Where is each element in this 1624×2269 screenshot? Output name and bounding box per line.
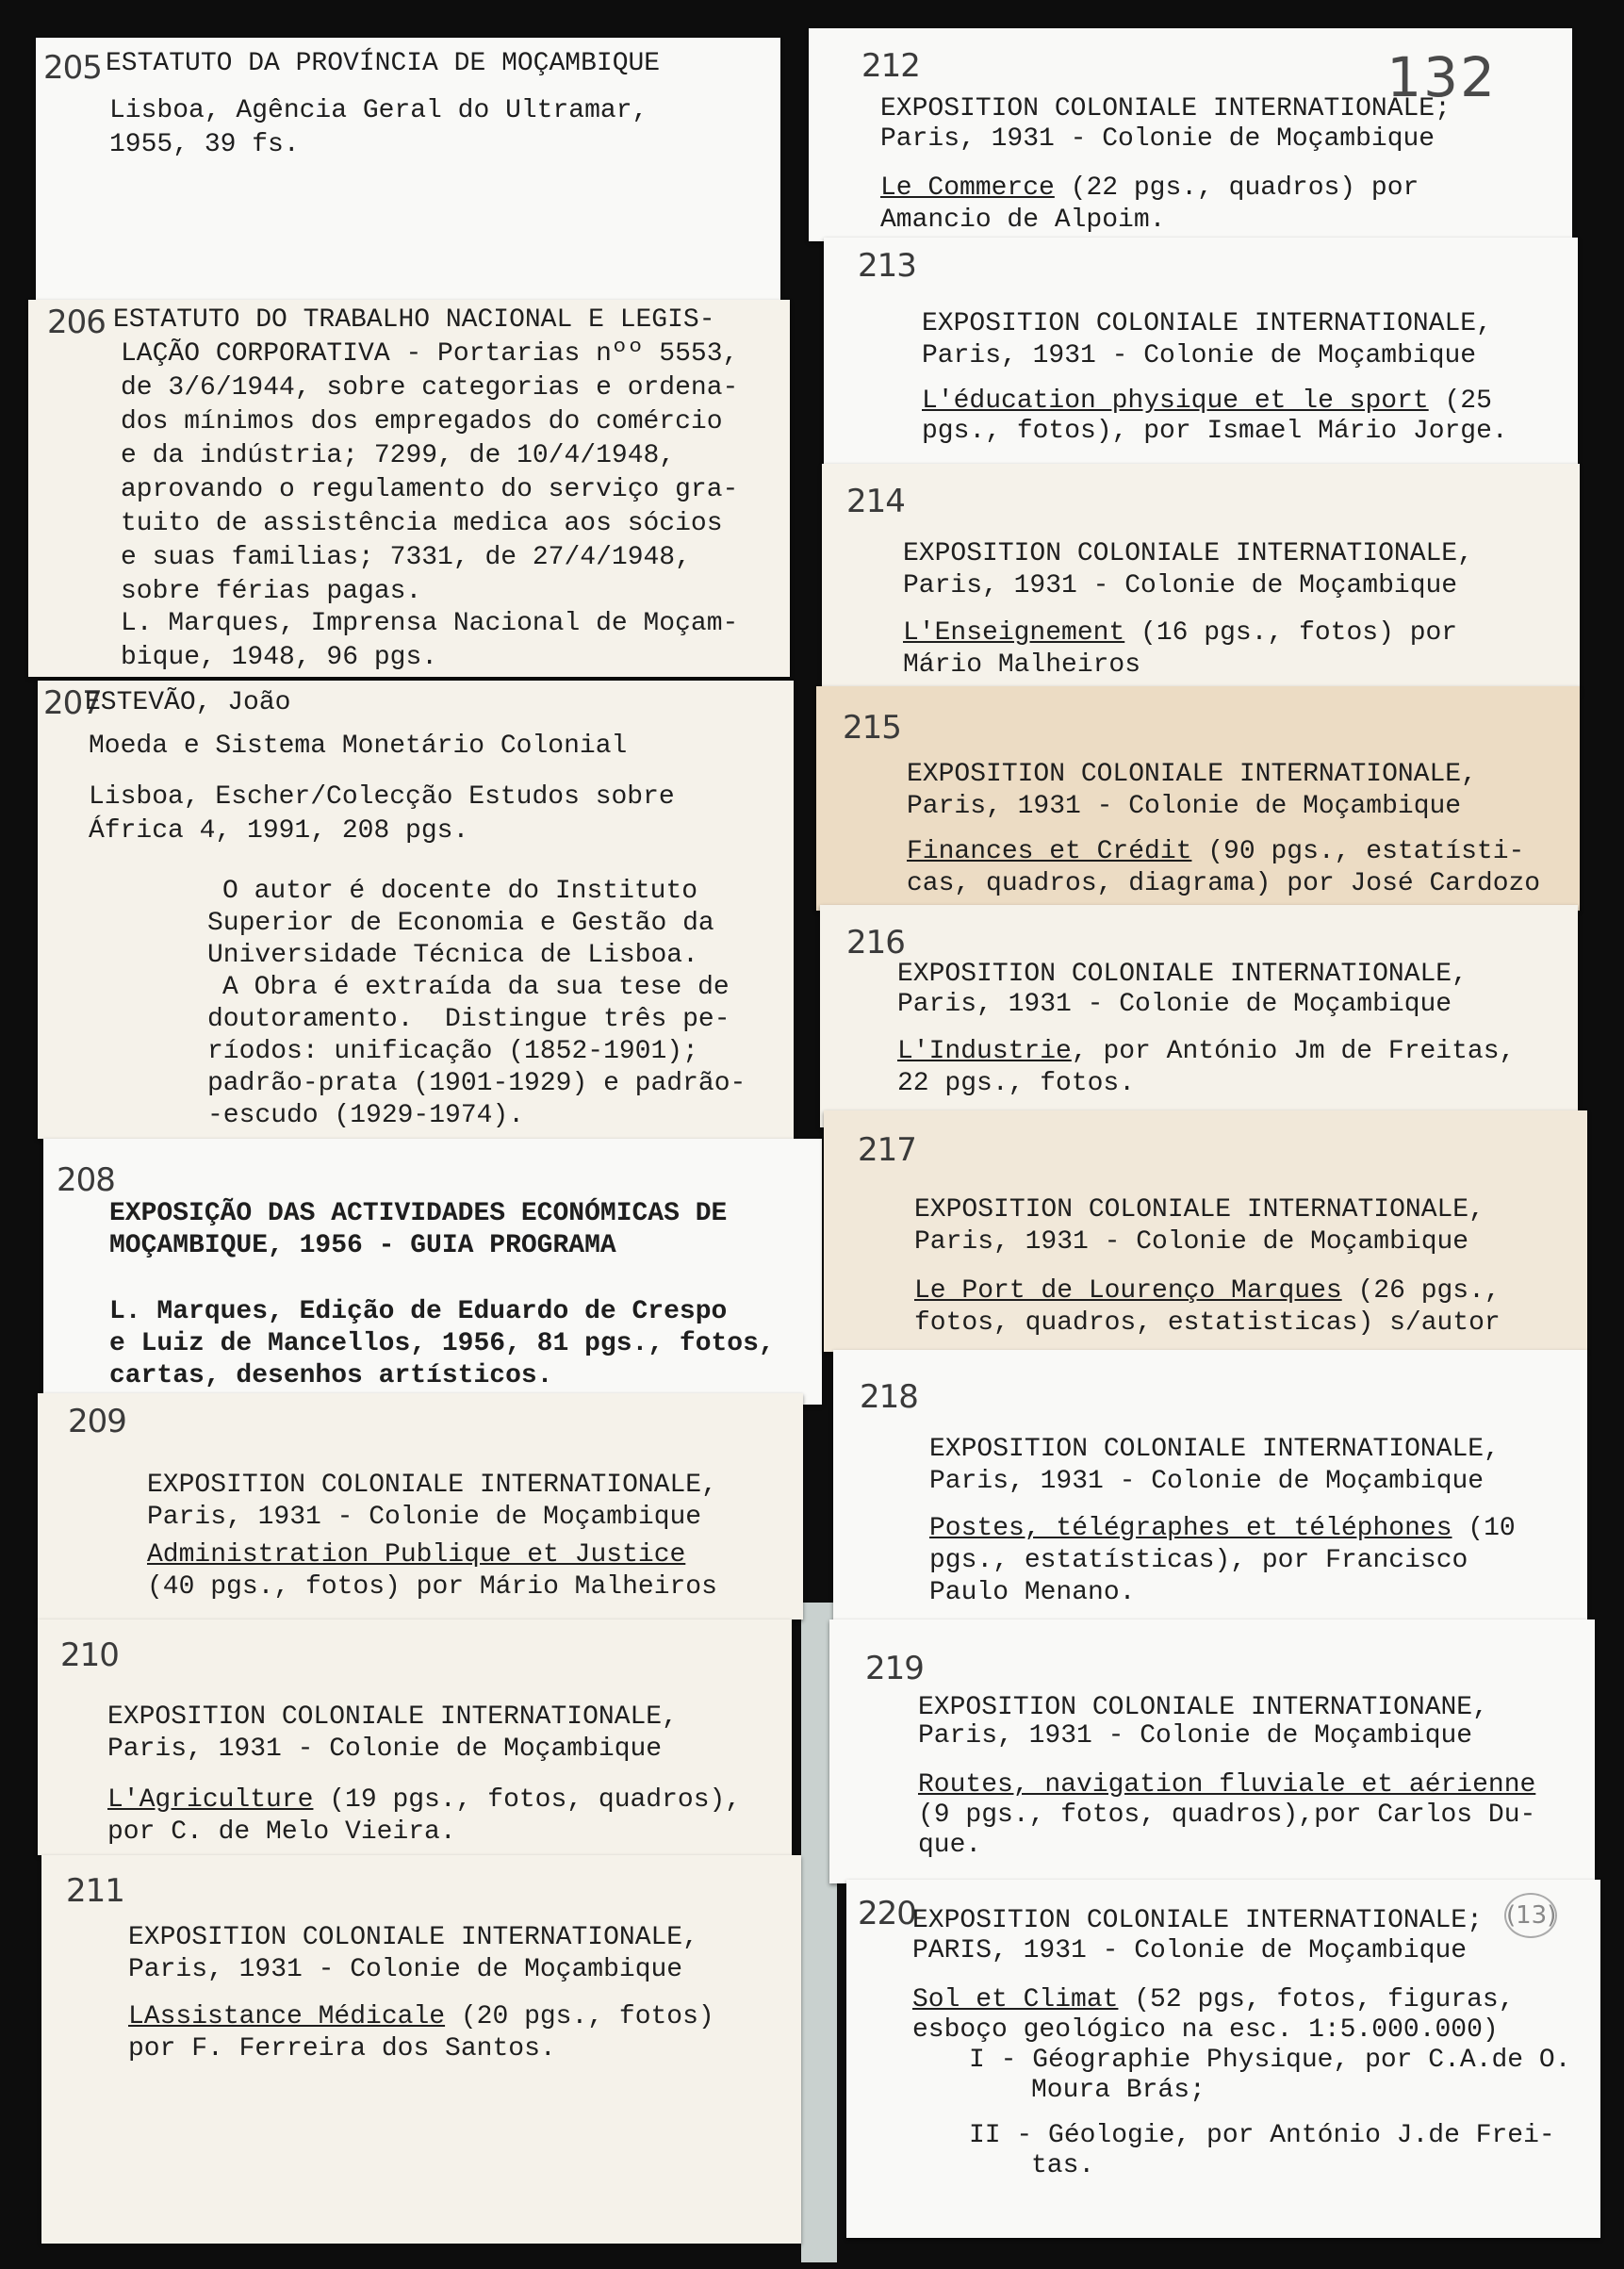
card-line: MOÇAMBIQUE, 1956 - GUIA PROGRAMA xyxy=(109,1231,616,1260)
card-subject: Finances et Crédit xyxy=(907,837,1192,866)
card-title: EXPOSITION COLONIALE INTERNATIONALE; xyxy=(912,1906,1483,1935)
card-number: 216 xyxy=(846,924,905,962)
card-line: 1955, 39 fs. xyxy=(109,130,300,159)
card-line: Paris, 1931 - Colonie de Moçambique xyxy=(897,990,1452,1019)
card-line: (19 pgs., fotos, quadros), xyxy=(313,1785,742,1815)
card-220 xyxy=(846,1880,1600,2238)
card-title: EXPOSITION COLONIALE INTERNATIONALE, xyxy=(922,309,1492,338)
card-title: EXPOSITION COLONIALE INTERNATIONALE, xyxy=(929,1435,1500,1464)
card-line: I - Géographie Physique, por C.A.de O. xyxy=(969,2046,1571,2075)
card-line: pgs., fotos), por Ismael Mário Jorge. xyxy=(922,417,1508,446)
card-line: Paulo Menano. xyxy=(929,1578,1136,1607)
card-line: doutoramento. Distingue três pe- xyxy=(207,1005,730,1034)
card-line: (26 pgs., xyxy=(1341,1276,1501,1306)
card-subject: L'Industrie xyxy=(897,1037,1072,1066)
card-line: sobre férias pagas. xyxy=(121,577,422,606)
card-line: Moura Brás; xyxy=(1031,2076,1206,2105)
card-line: que. xyxy=(918,1831,982,1860)
card-number: 207 xyxy=(43,684,102,722)
card-line: Paris, 1931 - Colonie de Moçambique xyxy=(107,1735,663,1764)
card-number: 214 xyxy=(846,483,905,520)
card-211 xyxy=(41,1855,801,2244)
card-line: esboço geológico na esc. 1:5.000.000) xyxy=(912,2015,1499,2045)
card-title: EXPOSITION COLONIALE INTERNATIONALE, xyxy=(128,1923,698,1952)
card-line: de 3/6/1944, sobre categorias e ordena- xyxy=(121,373,739,403)
card-line: PARIS, 1931 - Colonie de Moçambique xyxy=(912,1936,1468,1965)
card-line: fotos, quadros, estatisticas) s/autor xyxy=(914,1308,1501,1338)
card-218 xyxy=(833,1350,1587,1623)
card-line: (16 pgs., fotos) por xyxy=(1124,618,1458,648)
card-subject: Routes, navigation fluviale et aérienne xyxy=(918,1770,1536,1800)
card-number: 208 xyxy=(57,1161,115,1199)
card-line: Lisboa, Escher/Colecção Estudos sobre xyxy=(89,782,675,812)
card-line: Paris, 1931 - Colonie de Moçambique xyxy=(147,1503,702,1532)
card-number: 218 xyxy=(860,1378,918,1416)
card-line: (20 pgs., fotos) xyxy=(445,2002,714,2031)
card-213 xyxy=(824,238,1578,464)
card-title: EXPOSITION COLONIALE INTERNATIONALE, xyxy=(903,539,1473,568)
card-215 xyxy=(816,686,1580,911)
card-line: pgs., estatísticas), por Francisco xyxy=(929,1546,1468,1575)
card-number: 205 xyxy=(43,49,102,87)
card-line: ríodos: unificação (1852-1901); xyxy=(207,1037,698,1066)
card-subject-line xyxy=(929,1512,1516,1546)
card-line: (9 pgs., fotos, quadros),por Carlos Du- xyxy=(918,1800,1536,1830)
card-line: Paris, 1931 - Colonie de Moçambique xyxy=(907,792,1462,821)
card-number: 212 xyxy=(861,47,920,85)
card-line: (10 xyxy=(1452,1514,1516,1543)
card-number: 217 xyxy=(858,1131,916,1169)
card-208 xyxy=(43,1139,822,1405)
card-subject-line xyxy=(880,172,1419,206)
card-line: bique, 1948, 96 pgs. xyxy=(121,643,438,672)
card-line: tuito de assistência medica aos sócios xyxy=(121,509,723,538)
card-line: por C. de Melo Vieira. xyxy=(107,1817,456,1847)
card-number: 211 xyxy=(66,1872,124,1910)
card-title: EXPOSITION COLONIALE INTERNATIONANE, xyxy=(918,1693,1488,1722)
card-line: e Luiz de Mancellos, 1956, 81 pgs., fotos, xyxy=(109,1329,775,1358)
card-line: Superior de Economia e Gestão da xyxy=(207,909,714,938)
card-subject-line xyxy=(922,385,1492,419)
card-number: 209 xyxy=(68,1403,126,1440)
card-206 xyxy=(28,300,790,677)
card-subject: L'Enseignement xyxy=(903,618,1125,648)
card-line: e da indústria; 7299, de 10/4/1948, xyxy=(121,441,676,470)
card-line: (25 xyxy=(1428,386,1492,416)
card-title: EXPOSITION COLONIALE INTERNATIONALE, xyxy=(897,960,1468,989)
card-number: 210 xyxy=(60,1636,119,1674)
card-line: e suas familias; 7331, de 27/4/1948, xyxy=(121,543,691,572)
card-title: EXPOSITION COLONIALE INTERNATIONALE, xyxy=(107,1702,678,1732)
card-line: (52 pgs, fotos, figuras, xyxy=(1118,1985,1515,2014)
card-210 xyxy=(38,1620,792,1855)
card-title: ESTEVÃO, João xyxy=(85,688,291,717)
card-subject: Administration Publique et Justice xyxy=(147,1540,686,1570)
card-subject: LAssistance Médicale xyxy=(128,2002,446,2031)
card-line: Paris, 1931 - Colonie de Moçambique xyxy=(903,571,1458,600)
card-line: Paris, 1931 - Colonie de Moçambique xyxy=(922,341,1477,370)
card-line: Universidade Técnica de Lisboa. xyxy=(207,941,698,970)
card-number: 220 xyxy=(858,1895,916,1932)
card-number: 206 xyxy=(47,304,106,341)
card-subject-line xyxy=(914,1274,1501,1308)
card-title: EXPOSITION COLONIALE INTERNATIONALE; xyxy=(880,94,1451,123)
card-title: EXPOSITION COLONIALE INTERNATIONALE, xyxy=(914,1195,1485,1225)
card-subject-line xyxy=(107,1784,741,1817)
card-217 xyxy=(824,1110,1587,1352)
card-205 xyxy=(36,38,780,321)
card-title: EXPOSITION COLONIALE INTERNATIONALE, xyxy=(907,760,1477,789)
card-subject: Le Port de Lourenço Marques xyxy=(914,1276,1342,1306)
card-212 xyxy=(809,28,1572,241)
card-subject: L'éducation physique et le sport xyxy=(922,386,1429,416)
card-219 xyxy=(829,1620,1595,1883)
page-number: 132 xyxy=(1386,45,1497,109)
card-line: (22 pgs., quadros) por xyxy=(1054,173,1419,203)
card-line: -escudo (1929-1974). xyxy=(207,1101,525,1130)
card-line: Paris, 1931 - Colonie de Moçambique xyxy=(918,1721,1473,1751)
card-title: EXPOSITION COLONIALE INTERNATIONALE, xyxy=(147,1471,717,1500)
card-title: EXPOSIÇÃO DAS ACTIVIDADES ECONÓMICAS DE xyxy=(109,1199,728,1228)
card-line: Paris, 1931 - Colonie de Moçambique xyxy=(929,1467,1485,1496)
card-number: 215 xyxy=(843,709,901,747)
card-216 xyxy=(820,905,1578,1127)
card-line: 22 pgs., fotos. xyxy=(897,1069,1136,1098)
card-line: L. Marques, Imprensa Nacional de Moçam- xyxy=(121,609,739,638)
card-line: Paris, 1931 - Colonie de Moçambique xyxy=(914,1227,1469,1257)
card-number: 219 xyxy=(865,1650,924,1687)
card-line: A Obra é extraída da sua tese de xyxy=(222,973,730,1002)
card-subject-line xyxy=(128,2000,714,2034)
card-line: cas, quadros, diagrama) por José Cardozo xyxy=(907,869,1541,898)
card-line: (40 pgs., fotos) por Mário Malheiros xyxy=(147,1572,717,1602)
card-subject-line xyxy=(907,835,1524,869)
card-number: 213 xyxy=(858,247,916,285)
card-line: Lisboa, Agência Geral do Ultramar, xyxy=(109,96,648,125)
card-line: O autor é docente do Instituto xyxy=(222,877,698,906)
card-line: por F. Ferreira dos Santos. xyxy=(128,2034,556,2063)
card-line: , por António Jm de Freitas, xyxy=(1071,1037,1516,1066)
card-title: ESTATUTO DA PROVÍNCIA DE MOÇAMBIQUE xyxy=(106,49,661,78)
card-207 xyxy=(38,681,794,1139)
card-line: padrão-prata (1901-1929) e padrão- xyxy=(207,1069,746,1098)
card-line: aprovando o regulamento do serviço gra- xyxy=(121,475,739,504)
card-line: Mário Malheiros xyxy=(903,650,1141,680)
card-line: LAÇÃO CORPORATIVA - Portarias nºº 5553, xyxy=(121,339,739,369)
card-line: dos mínimos dos empregados do comércio xyxy=(121,407,723,436)
card-line: II - Géologie, por António J.de Frei- xyxy=(969,2121,1555,2150)
circled-annotation: (13) xyxy=(1504,1893,1557,1938)
card-line: Paris, 1931 - Colonie de Moçambique xyxy=(880,124,1435,154)
card-line: Paris, 1931 - Colonie de Moçambique xyxy=(128,1955,683,1984)
card-209 xyxy=(38,1393,803,1620)
card-title: ESTATUTO DO TRABALHO NACIONAL E LEGIS- xyxy=(113,305,715,335)
card-subject-line xyxy=(912,1983,1515,2017)
card-line: L. Marques, Edição de Eduardo de Crespo xyxy=(109,1297,728,1326)
card-line: (90 pgs., estatísti- xyxy=(1191,837,1525,866)
card-line: cartas, desenhos artísticos. xyxy=(109,1361,553,1390)
card-subject: Sol et Climat xyxy=(912,1985,1119,2014)
card-line: Moeda e Sistema Monetário Colonial xyxy=(89,732,628,761)
card-line: Amancio de Alpoim. xyxy=(880,206,1166,235)
card-subject: L'Agriculture xyxy=(107,1785,314,1815)
card-subject: Postes, télégraphes et téléphones xyxy=(929,1514,1452,1543)
card-214 xyxy=(822,464,1580,696)
card-subject: Le Commerce xyxy=(880,173,1055,203)
card-subject-line xyxy=(903,617,1457,650)
card-line: África 4, 1991, 208 pgs. xyxy=(89,816,469,846)
card-line: tas. xyxy=(1031,2151,1095,2180)
card-subject-line xyxy=(897,1035,1515,1069)
